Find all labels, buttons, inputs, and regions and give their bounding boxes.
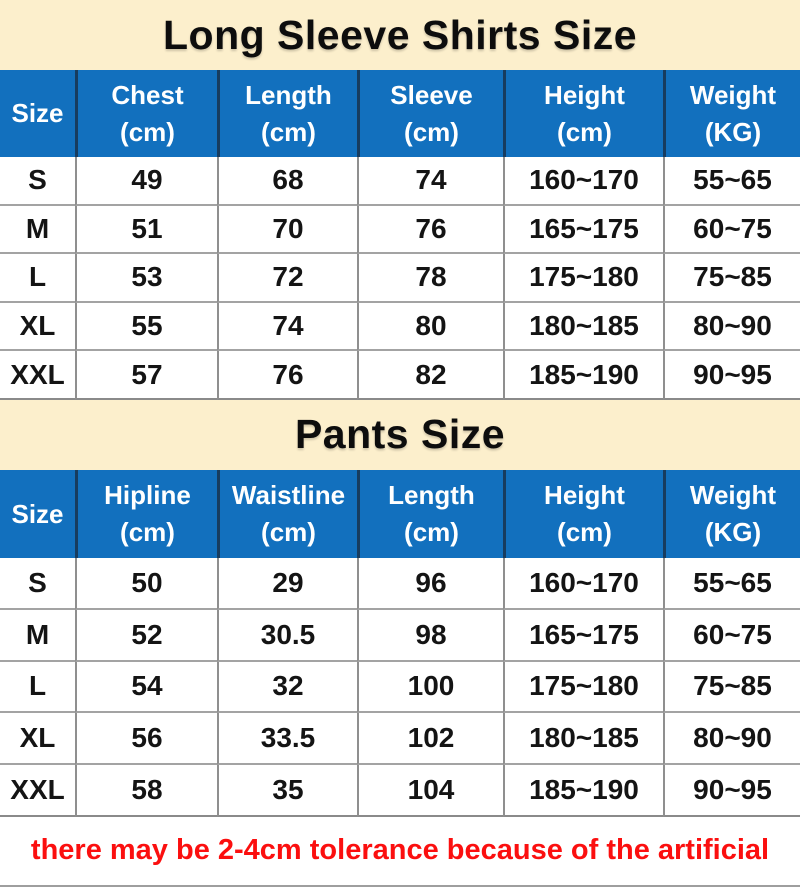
- header-label: Height: [544, 480, 625, 511]
- table-cell: 100: [357, 662, 503, 714]
- table-cell: 32: [217, 662, 357, 714]
- pants-header-weight: [663, 470, 800, 558]
- tolerance-note-text: there may be 2-4cm tolerance because of the artificial: [30, 834, 770, 867]
- header-label: Length: [388, 480, 475, 511]
- table-cell: 165~175: [503, 206, 663, 255]
- table-cell: 76: [357, 206, 503, 255]
- table-cell: 60~75: [663, 610, 800, 662]
- table-cell: 75~85: [663, 254, 800, 303]
- shirts-header-weight: [663, 70, 800, 157]
- table-cell: 55: [75, 303, 217, 352]
- table-cell: 33.5: [217, 713, 357, 765]
- table-cell: 52: [75, 610, 217, 662]
- header-label: Weight: [689, 79, 777, 110]
- table-cell: 90~95: [663, 351, 800, 400]
- header-unit: (cm): [557, 516, 612, 547]
- row-label-cell: S: [0, 157, 75, 206]
- row-label-cell: XXL: [0, 351, 75, 400]
- shirts-header-sleeve: [357, 70, 503, 157]
- table-cell: 180~185: [503, 303, 663, 352]
- table-cell: 96: [357, 558, 503, 610]
- header-unit: (cm): [261, 116, 316, 147]
- header-label: Sleeve: [390, 79, 473, 110]
- table-cell: 74: [357, 157, 503, 206]
- header-label: Size: [11, 98, 64, 129]
- table-cell: 102: [357, 713, 503, 765]
- header-unit: (KG): [704, 516, 762, 547]
- table-cell: 75~85: [663, 662, 800, 714]
- header-label: Chest: [111, 79, 184, 110]
- table-cell: 74: [217, 303, 357, 352]
- shirts-header-length: [217, 70, 357, 157]
- table-cell: 80~90: [663, 713, 800, 765]
- header-label: Size: [11, 498, 64, 529]
- header-label: Weight: [689, 480, 777, 511]
- table-cell: 30.5: [217, 610, 357, 662]
- row-label-cell: M: [0, 610, 75, 662]
- row-label-cell: XL: [0, 303, 75, 352]
- table-cell: 185~190: [503, 765, 663, 817]
- pants-table: [0, 470, 800, 817]
- table-cell: 80~90: [663, 303, 800, 352]
- table-cell: 68: [217, 157, 357, 206]
- table-cell: 160~170: [503, 558, 663, 610]
- table-cell: 98: [357, 610, 503, 662]
- row-label-cell: XL: [0, 713, 75, 765]
- shirts-header-height: [503, 70, 663, 157]
- table-cell: 55~65: [663, 558, 800, 610]
- table-cell: 56: [75, 713, 217, 765]
- table-cell: 49: [75, 157, 217, 206]
- shirts-header-chest: [75, 70, 217, 157]
- pants-header-size: [0, 470, 75, 558]
- header-label: Length: [245, 79, 332, 110]
- table-cell: 53: [75, 254, 217, 303]
- table-cell: 175~180: [503, 254, 663, 303]
- table-cell: 50: [75, 558, 217, 610]
- tolerance-note-bar: [0, 817, 800, 887]
- table-cell: 70: [217, 206, 357, 255]
- header-unit: (cm): [261, 516, 316, 547]
- pants-title-band: [0, 400, 800, 470]
- pants-header-waistline: [217, 470, 357, 558]
- pants-header-height: [503, 470, 663, 558]
- table-cell: 185~190: [503, 351, 663, 400]
- table-cell: 78: [357, 254, 503, 303]
- header-unit: (cm): [120, 116, 175, 147]
- shirts-title: Long Sleeve Shirts Size: [162, 11, 638, 58]
- table-cell: 35: [217, 765, 357, 817]
- table-cell: 165~175: [503, 610, 663, 662]
- table-cell: 82: [357, 351, 503, 400]
- row-label-cell: L: [0, 254, 75, 303]
- table-cell: 58: [75, 765, 217, 817]
- header-label: Waistline: [231, 480, 346, 511]
- table-cell: 104: [357, 765, 503, 817]
- pants-title: Pants Size: [294, 411, 506, 458]
- table-cell: 180~185: [503, 713, 663, 765]
- header-label: Height: [544, 79, 625, 110]
- table-cell: 54: [75, 662, 217, 714]
- table-cell: 57: [75, 351, 217, 400]
- table-cell: 51: [75, 206, 217, 255]
- pants-header-hipline: [75, 470, 217, 558]
- pants-header-length: [357, 470, 503, 558]
- header-label: Hipline: [104, 480, 191, 511]
- row-label-cell: L: [0, 662, 75, 714]
- header-unit: (cm): [404, 116, 459, 147]
- table-cell: 60~75: [663, 206, 800, 255]
- row-label-cell: M: [0, 206, 75, 255]
- table-cell: 80: [357, 303, 503, 352]
- header-unit: (cm): [404, 516, 459, 547]
- table-cell: 72: [217, 254, 357, 303]
- table-cell: 29: [217, 558, 357, 610]
- table-cell: 175~180: [503, 662, 663, 714]
- shirts-header-size: [0, 70, 75, 157]
- header-unit: (KG): [704, 116, 762, 147]
- table-cell: 55~65: [663, 157, 800, 206]
- table-cell: 90~95: [663, 765, 800, 817]
- row-label-cell: XXL: [0, 765, 75, 817]
- table-cell: 160~170: [503, 157, 663, 206]
- table-cell: 76: [217, 351, 357, 400]
- header-unit: (cm): [120, 516, 175, 547]
- row-label-cell: S: [0, 558, 75, 610]
- header-unit: (cm): [557, 116, 612, 147]
- shirts-title-band: [0, 0, 800, 70]
- shirts-table: [0, 70, 800, 400]
